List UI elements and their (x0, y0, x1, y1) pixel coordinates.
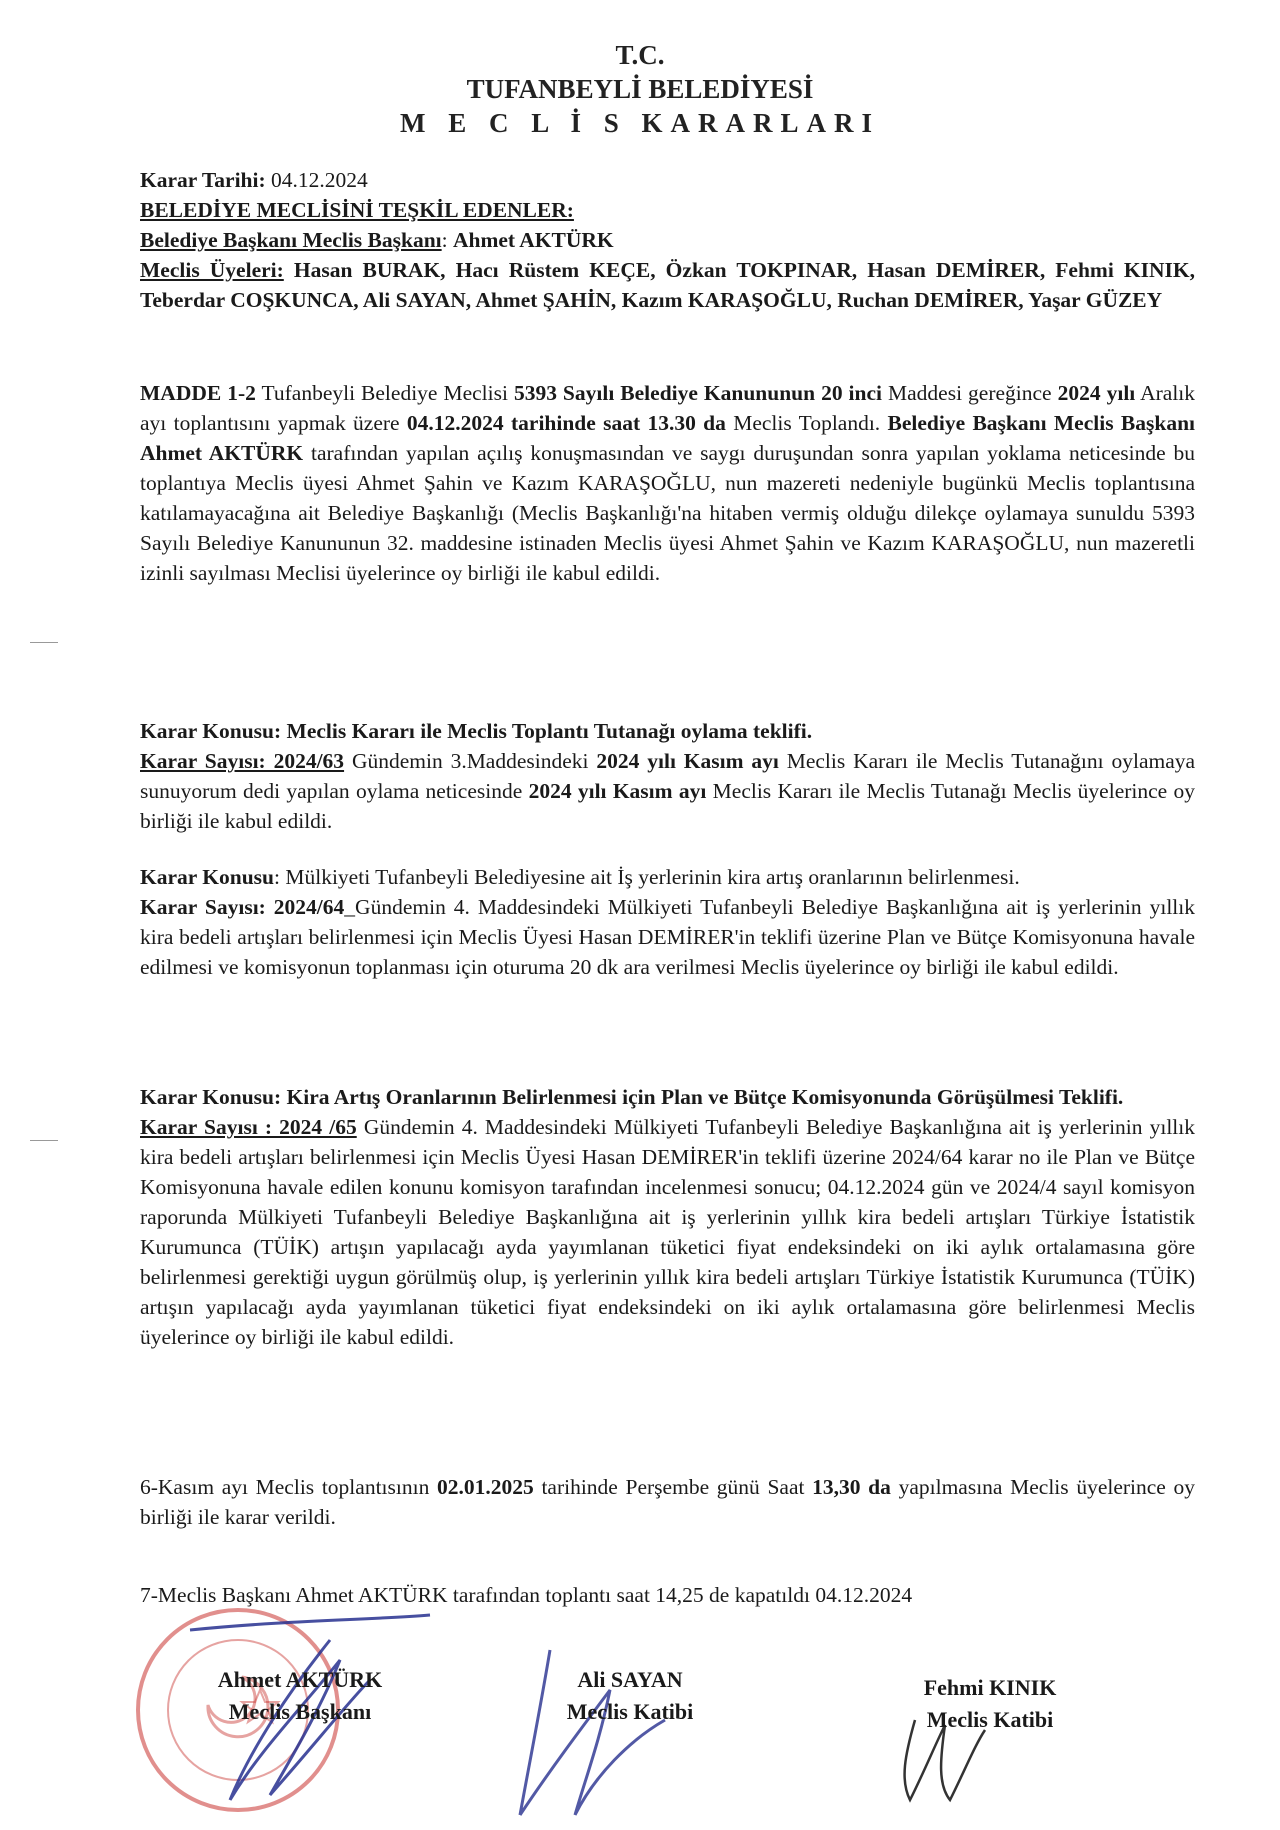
scan-margin-mark (30, 1140, 58, 1141)
members-list: Hasan BURAK, Hacı Rüstem KEÇE, Özkan TOKPINAR, Hasan DEMİRER, Fehmi KINIK, Teberdar COŞKUNCA, Ali SAYAN, Ahmet ŞAHİN, Kazım KARAŞOĞLU, Ruchan DEMİRER, Yaşar GÜZEY (140, 258, 1195, 312)
decision-65-body: Karar Sayısı : 2024 /65 Gündemin 4. Maddesindeki Mülkiyeti Tufanbeyli Belediye Başkanlığına ait iş yerlerinin yıllık kira bedeli artışları belirlenmesi için Meclis Üyesi Hasan DEMİRER'in teklifi üzerine 2024/64 karar no ile Plan ve Bütçe Komisyonuna havale edilen konunu komisyon tarafından incelenmesi sonucu; 04.12.2024 gün ve 2024/4 sayıl komisyon raporunda Mülkiyeti Tufanbeyli Belediye Başkanlığına ait iş yerlerinin yıllık kira bedeli artışları Türkiye İstatistik Kurumunca (TÜİK) artışın yapılacağı ayda yayımlanan tüketici fiyat endeksindeki on iki aylık ortalamasına göre belirlenmesi gerektiği uygun görülmüş olup, iş yerlerinin yıllık kira bedeli artışları Türkiye İstatistik Kurumunca (TÜİK) artışın yapılacağı ayda yayımlanan tüketici fiyat endeksindeki on iki aylık ortalamasına göre belirlenmesi Meclis üyelerince oy birliği ile kabul edildi. (140, 1115, 1196, 1349)
signature-title: Meclis Katibi (566, 1699, 694, 1724)
decision-64-subject: Karar Konusu: Mülkiyeti Tufanbeyli Belediyesine ait İş yerlerinin kira artış oranlarının belirlenmesi. (140, 865, 1020, 889)
decision-date-line (140, 165, 1195, 195)
header-line-tc: T.C. (615, 40, 665, 70)
document-header (0, 38, 1280, 140)
decision-64-number: Karar Sayısı: 2024/64 (140, 895, 345, 919)
decision-2024-64 (140, 862, 1195, 982)
mayor-name: Ahmet AKTÜRK (453, 228, 614, 252)
item-7-paragraph: 7-Meclis Başkanı Ahmet AKTÜRK tarafından toplantı saat 14,25 de kapatıldı 04.12.2024 (140, 1583, 913, 1607)
decision-date-label: Karar Tarihi: (140, 168, 266, 192)
members-label: Meclis Üyeleri: (140, 258, 284, 282)
decision-63-number: Karar Sayısı: 2024/63 (140, 749, 345, 773)
signature-block-mayor (170, 1664, 430, 1728)
decision-2024-65 (140, 1082, 1195, 1352)
madde-label: MADDE 1-2 (140, 381, 256, 405)
signature-name: Ahmet AKTÜRK (217, 1667, 383, 1692)
header-line-council-decisions: M E C L İ S KARARLARI (399, 108, 881, 138)
item-6-paragraph: 6-Kasım ayı Meclis toplantısının 02.01.2025 tarihinde Perşembe günü Saat 13,30 da yapılmasına Meclis üyelerince oy birliği ile karar verildi. (140, 1475, 1196, 1529)
header-line-municipality: TUFANBEYLİ BELEDİYESİ (466, 74, 814, 104)
signature-name: Fehmi KINIK (923, 1675, 1057, 1700)
decision-65-number: Karar Sayısı : 2024 /65 (140, 1115, 357, 1139)
decision-date-value: 04.12.2024 (271, 168, 368, 192)
signature-name: Ali SAYAN (577, 1667, 683, 1692)
signature-block-clerk-2 (865, 1672, 1115, 1736)
scan-margin-mark (30, 642, 58, 643)
decision-63-subject: Karar Konusu: Meclis Kararı ile Meclis Toplantı Tutanağı oylama teklifi. (140, 719, 813, 743)
council-composition (140, 165, 1195, 315)
decision-2024-63 (140, 716, 1195, 836)
decision-64-body: Karar Sayısı: 2024/64_Gündemin 4. Maddesindeki Mülkiyeti Tufanbeyli Belediye Başkanlığına ait iş yerlerinin yıllık kira bedeli artışları belirlenmesi için Meclis Üyesi Hasan DEMİRER'in teklifi üzerine Plan ve Bütçe Komisyonuna havale edilmesi ve komisyonun toplanması için oturuma 20 dk ara verilmesi Meclis üyelerince oy birliği ile kabul edildi. (140, 895, 1196, 979)
signature-title: Meclis Katibi (926, 1707, 1054, 1732)
mayor-label: Belediye Başkanı Meclis Başkanı (140, 228, 442, 252)
madde-1-2-paragraph: MADDE 1-2 Tufanbeyli Belediye Meclisi 5393 Sayılı Belediye Kanununun 20 inci Maddesi gereğince 2024 yılı Aralık ayı toplantısını yapmak üzere 04.12.2024 tarihinde saat 13.30 da Meclis Toplandı. Belediye Başkanı Meclis Başkanı Ahmet AKTÜRK tarafından yapılan açılış konuşmasından ve saygı duruşundan sonra yapılan yoklama neticesinde bu toplantıya Meclis üyesi Ahmet Şahin ve Kazım KARAŞOĞLU, nun mazereti nedeniyle bugünkü Meclis toplantısına katılamayacağına ait Belediye Başkanlığı (Meclis Başkanlığı'na hitaben vermiş olduğu dilekçe oylamaya sunuldu 5393 Sayılı Belediye Kanununun 32. maddesine istinaden Meclis üyesi Ahmet Şahin ve Kazım KARAŞOĞLU, nun mazeretli izinli sayılması Meclisi üyelerince oy birliği ile kabul edildi. (140, 381, 1196, 585)
members-line (140, 255, 1195, 315)
mayor-line: Belediye Başkanı Meclis Başkanı: Ahmet AKTÜRK (140, 228, 614, 252)
signature-block-clerk-1 (510, 1664, 750, 1728)
decision-65-subject: Karar Konusu: Kira Artış Oranlarının Belirlenmesi için Plan ve Bütçe Komisyonunda Görüşülmesi Teklifi. (140, 1085, 1124, 1109)
decision-63-body: Karar Sayısı: 2024/63 Gündemin 3.Maddesindeki 2024 yılı Kasım ayı Meclis Kararı ile Meclis Tutanağını oylamaya sunuyorum dedi yapılan oylama neticesinde 2024 yılı Kasım ayı Meclis Kararı ile Meclis Tutanağı Meclis üyelerince oy birliği ile kabul edildi. (140, 749, 1196, 833)
signature-title: Meclis Başkanı (228, 1699, 372, 1724)
council-heading: BELEDİYE MECLİSİNİ TEŞKİL EDENLER: (140, 198, 574, 222)
